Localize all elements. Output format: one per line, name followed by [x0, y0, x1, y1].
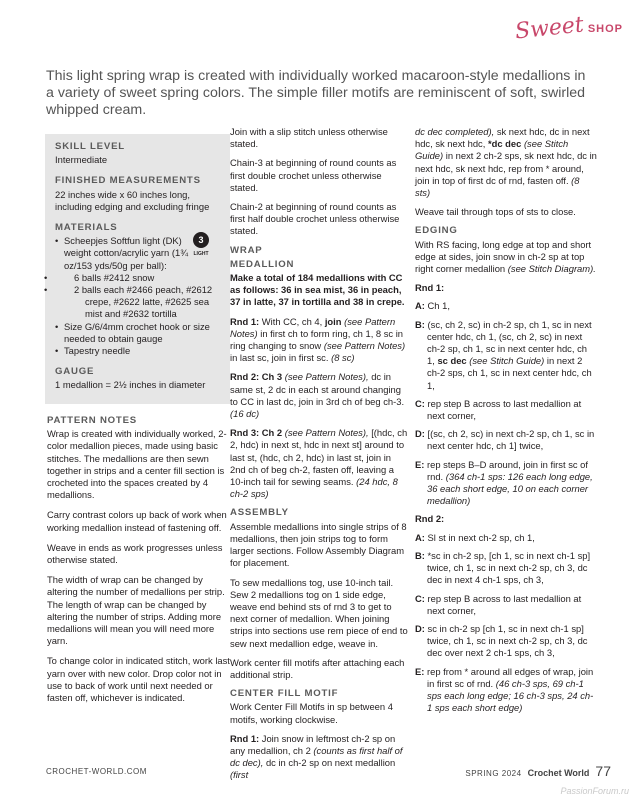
- edging-rnd-2-step-b: B: *sc in ch-2 sp, [ch 1, sc in next ch-1 sp] twice, ch 1, sc in next ch-2 sp, ch 3, dc dec in next 4 ch-1 sps, ch 3,: [415, 549, 591, 586]
- logo-shop-text: SHOP: [587, 22, 623, 35]
- edging-rnd-2-step-e: E: rep from * around all edges of wrap, join in first sc of rnd. (46 ch-3 sps, 69 ch-1 sps each long edge; 16 ch-3 sps, 24 ch-1 sps each short edge): [415, 665, 594, 714]
- notes-paragraph-2: Carry contrast colors up back of work when working medallion instead of fastening off.: [47, 509, 227, 533]
- finished-measurements-value: 22 inches wide x 60 inches long, including edging and excluding fringe: [55, 188, 210, 212]
- center-fill-rnd-1-cont: dc dec completed), sk next hdc, dc in next hdc, sk next hdc, *dc dec (see Stitch Guide) in next 2 ch-2 sps, sk next hdc, dc in next hdc, sk next hdc, rep from * around, join in top of first dc of rnd, fasten off. (8 sts): [415, 126, 597, 199]
- materials-heading: MATERIALS: [55, 222, 118, 234]
- edging-rnd-2-heading: Rnd 2:: [415, 513, 445, 525]
- edging-rnd-2-step-a: A: Sl st in next ch-2 sp, ch 1,: [415, 531, 535, 543]
- notes-paragraph-1: Wrap is created with individually worked, 2-color medallion pieces, made using basic stitches. The medallions are then sewn together in strips and a center fill section is crocheted into the spaces created by 4 medallions.: [47, 428, 227, 501]
- materials-yarn-sub1: • 6 balls #2412 snow: [55, 272, 220, 284]
- edging-rnd-1-step-e: E: rep steps B–D around, join in first sc of rnd. (364 ch-1 sps: 126 each long edge, 36 each short edge, 10 on each corner medallion): [415, 458, 593, 507]
- edging-rnd-1-step-b: B: (sc, ch 2, sc) in ch-2 sp, ch 1, sc in next center hdc, ch 1, (sc, ch 2, sc) in next ch-2 sp, ch 1, sc in next center hdc, ch 1, sc dec (see Stitch Guide) in next 2 ch-2 sps, ch 1, sc in next center hdc, ch 1,: [415, 318, 592, 391]
- pattern-notes-heading: PATTERN NOTES: [47, 415, 137, 426]
- footer-folio: [465, 763, 611, 779]
- pattern-notes: [45, 415, 230, 704]
- yarn-weight-number: 3: [193, 232, 209, 248]
- edging-rnd-1-step-c: C: rep step B across to last medallion at next corner,: [415, 397, 582, 422]
- assembly-paragraph-1: Assemble medallions into single strips of 8 medallions, then join strips tog to form larger sections. Follow Assembly Diagram for placement.: [230, 520, 407, 569]
- materials-hook: • Size G/6/4mm crochet hook or size needed to obtain gauge: [55, 321, 220, 345]
- edging-rnd-1-heading: Rnd 1:: [415, 282, 445, 294]
- skill-level-heading: SKILL LEVEL: [55, 141, 125, 152]
- medallion-rnd-3: Rnd 3: Ch 2 (see Pattern Notes), [(hdc, ch 2, hdc) in next st, hdc in next st] around to last st, (hdc, ch 2, hdc) in last st, join in 2nd ch of beg ch-2, fasten off, leaving a 10-inch tail for sewing seams. (24 hdc, 8 ch-2 sps): [230, 427, 408, 500]
- footer-magazine: Crochet World: [527, 768, 590, 778]
- weave-tail: Weave tail through tops of sts to close.: [415, 206, 576, 218]
- medallion-rnd-1: Rnd 1: With CC, ch 4, join (see Pattern Notes) in first ch to form ring, ch 1, 8 sc in ring changing to snow (see Pattern Notes) in last sc, join in first sc. (8 sc): [230, 315, 406, 364]
- watermark: PassionForum.ru: [560, 786, 629, 796]
- note-chain-2: Chain-2 at beginning of round counts as first half double crochet unless otherwise stated.: [230, 201, 400, 237]
- info-box: [45, 134, 230, 404]
- medallion-heading: MEDALLION: [230, 258, 295, 270]
- wrap-heading: WRAP: [230, 244, 263, 256]
- column-3: [415, 126, 597, 720]
- gauge-value: 1 medallion = 2½ inches in diameter: [55, 379, 206, 391]
- yarn-line: • Scheepjes Softfun light (DK) weight cotton/acrylic yarn (1¾ oz/153 yds/50g per ball):: [64, 235, 189, 271]
- note-slip-stitch: Join with a slip stitch unless otherwise stated.: [230, 126, 388, 150]
- footer-website: CROCHET-WORLD.COM: [46, 767, 147, 776]
- materials-needle: • Tapestry needle: [55, 345, 220, 357]
- edging-heading: EDGING: [415, 225, 458, 237]
- assembly-paragraph-2: To sew medallions tog, use 10-inch tail. Sew 2 medallions tog on 1 side edge, weave end behind sts of rnd 3 to get to next corner of medallion. When joining strips into sections use rem piece of end to sew next medallion edge, weave in.: [230, 576, 408, 649]
- yarn-weight-icon: [191, 232, 211, 257]
- edging-rnd-2-step-d: D: sc in ch-2 sp [ch 1, sc in next ch-1 sp] twice, ch 1, sc in next ch-2 sp, ch 3, dc dec over next 2 ch-1 sps, ch 3,: [415, 622, 588, 659]
- center-fill-rnd-1: Rnd 1: Join snow in leftmost ch-2 sp on any medallion, ch 2 (counts as first half of dc dec), dc in ch-2 sp on next medallion (first: [230, 732, 403, 781]
- gauge-heading: GAUGE: [55, 366, 95, 378]
- logo-script: Sweet: [513, 12, 585, 45]
- notes-paragraph-4: The width of wrap can be changed by altering the number of medallions per strip. The length of wrap can be changed by altering the number of strips. Adding more medallions will mean you will need more yarn.: [47, 574, 225, 647]
- center-fill-heading: CENTER FILL MOTIF: [230, 688, 339, 700]
- materials-yarn-sub2: • 2 balls each #2466 peach, #2612 crepe, #2622 latte, #2625 sea mist and #2632 tortilla: [55, 284, 220, 321]
- column-1: [45, 134, 230, 712]
- assembly-heading: ASSEMBLY: [230, 507, 289, 519]
- note-chain-3: Chain-3 at beginning of round counts as first double crochet unless otherwise stated.: [230, 157, 397, 193]
- yarn-weight-label: LIGHT: [193, 251, 209, 257]
- skill-level-value: Intermediate: [55, 154, 108, 166]
- column-2: [230, 126, 408, 789]
- edging-rnd-1-step-d: D: [(sc, ch 2, sc) in next ch-2 sp, ch 1, sc in next center hdc, ch 1] twice,: [415, 428, 595, 452]
- assembly-paragraph-3: Work center fill motifs after attaching each additional strip.: [230, 656, 405, 680]
- sweet-shop-logo: [513, 12, 623, 45]
- footer-issue: SPRING 2024: [465, 769, 522, 778]
- notes-paragraph-3: Weave in ends as work progresses unless otherwise stated.: [47, 541, 223, 566]
- medallion-intro: Make a total of 184 medallions with CC as follows: 36 in sea mist, 36 in peach, 37 in latte, 37 in tortilla and 38 in crepe.: [230, 272, 405, 308]
- medallion-rnd-2: Rnd 2: Ch 3 (see Pattern Notes), dc in same st, 2 dc in each st around changing to CC in last dc, join in 3rd ch of beg ch-3. (16 dc): [230, 371, 405, 420]
- edging-rnd-1-step-a: A: Ch 1,: [415, 300, 450, 312]
- edging-intro: With RS facing, long edge at top and short edge at sides, join snow in ch-2 sp at top right corner medallion (see Stitch Diagram).: [415, 238, 596, 275]
- notes-paragraph-5: To change color in indicated stitch, work last yarn over with new color. Drop color not in use to back of work until next needed or fasten off, whichever is indicated.: [47, 655, 230, 704]
- center-fill-intro: Work Center Fill Motifs in sp between 4 motifs, working clockwise.: [230, 701, 393, 725]
- finished-measurements-heading: FINISHED MEASUREMENTS: [55, 175, 201, 187]
- intro-paragraph: This light spring wrap is created with individually worked macaroon-style medallions in a variety of sweet spring colors. The simple filler motifs are reminiscent of soft, swirled whipped cream.: [46, 68, 586, 118]
- page-number: 77: [595, 763, 611, 779]
- edging-rnd-2-step-c: C: rep step B across to last medallion at next corner,: [415, 592, 582, 616]
